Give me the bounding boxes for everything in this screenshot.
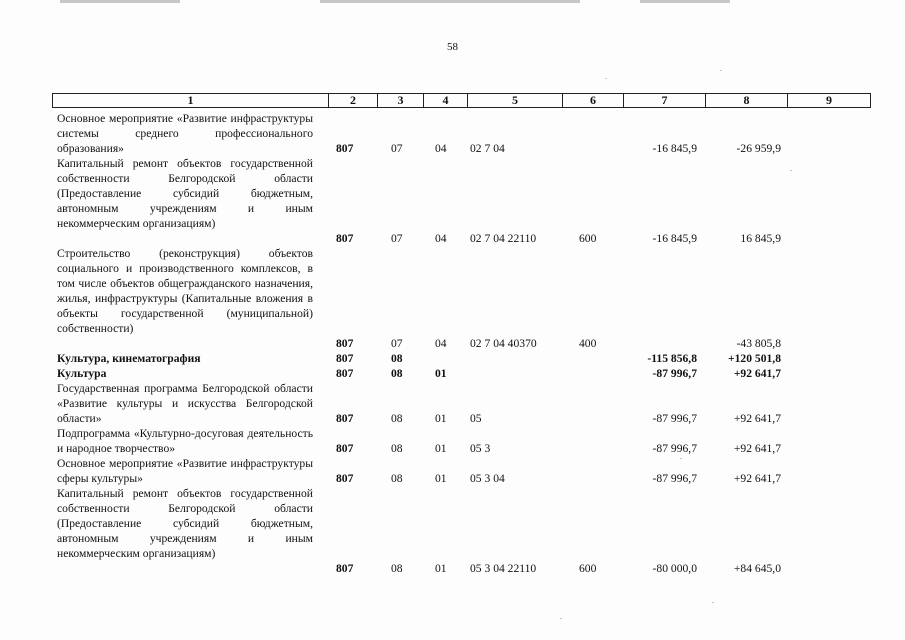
cell-amount-col8: +92 641,7 bbox=[733, 412, 781, 425]
cell-amount-col7: -87 996,7 bbox=[652, 367, 697, 380]
cell-target-code: 02 7 04 22110 bbox=[470, 232, 537, 245]
cell-amount-col8: +120 501,8 bbox=[728, 352, 781, 365]
row-description: Культура bbox=[57, 367, 107, 380]
cell-target-code: 02 7 04 bbox=[470, 142, 505, 155]
header-col-8: 8 bbox=[705, 94, 787, 107]
header-col-7: 7 bbox=[623, 94, 705, 107]
cell-admin-code: 807 bbox=[336, 232, 354, 245]
header-col-9: 9 bbox=[787, 94, 870, 107]
table-row bbox=[52, 426, 871, 456]
cell-admin-code: 807 bbox=[336, 562, 354, 575]
cell-amount-col7: -16 845,9 bbox=[652, 142, 697, 155]
cell-amount-col7: -87 996,7 bbox=[652, 472, 697, 485]
cell-section: 07 bbox=[391, 232, 403, 245]
table-header bbox=[52, 93, 871, 108]
cell-section: 08 bbox=[391, 442, 403, 455]
cell-subsection: 04 bbox=[435, 337, 447, 350]
cell-admin-code: 807 bbox=[336, 442, 354, 455]
scan-edge-right bbox=[640, 0, 730, 3]
cell-subsection: 01 bbox=[435, 442, 447, 455]
row-description: Государственная программа Белгородской области «Развитие культуры и искусства Белгородской области» bbox=[57, 382, 313, 425]
scan-speck bbox=[680, 458, 682, 459]
row-description: Основное мероприятие «Развитие инфраструктуры сферы культуры» bbox=[57, 457, 313, 485]
header-col-5: 5 bbox=[467, 94, 562, 107]
cell-amount-col8: +92 641,7 bbox=[733, 367, 781, 380]
cell-target-code: 02 7 04 40370 bbox=[470, 337, 537, 350]
cell-expense-type: 600 bbox=[579, 562, 597, 575]
cell-section: 07 bbox=[391, 337, 403, 350]
scan-edge-left bbox=[60, 0, 180, 3]
cell-target-code: 05 3 bbox=[470, 442, 491, 455]
cell-amount-col7: -80 000,0 bbox=[652, 562, 697, 575]
table-row bbox=[52, 381, 871, 426]
table-row bbox=[52, 246, 871, 351]
table-row bbox=[52, 156, 871, 246]
cell-section: 07 bbox=[391, 142, 403, 155]
header-col-6: 6 bbox=[562, 94, 623, 107]
cell-subsection: 04 bbox=[435, 142, 447, 155]
cell-admin-code: 807 bbox=[336, 142, 354, 155]
header-col-3: 3 bbox=[377, 94, 423, 107]
cell-amount-col8: +92 641,7 bbox=[733, 472, 781, 485]
cell-section: 08 bbox=[391, 562, 403, 575]
cell-admin-code: 807 bbox=[336, 352, 354, 365]
cell-subsection: 01 bbox=[435, 367, 447, 380]
row-description: Культура, кинематография bbox=[57, 352, 201, 365]
cell-expense-type: 600 bbox=[579, 232, 597, 245]
table-row bbox=[52, 456, 871, 486]
cell-target-code: 05 3 04 22110 bbox=[470, 562, 537, 575]
row-description: Основное мероприятие «Развитие инфраструктуры системы среднего профессионального образования» bbox=[57, 112, 313, 155]
row-description: Капитальный ремонт объектов государственной собственности Белгородской области (Предоставление субсидий бюджетным, автономным учреждениям и иным некоммерческим организациям) bbox=[57, 157, 313, 230]
cell-amount-col8: 16 845,9 bbox=[740, 232, 781, 245]
header-col-4: 4 bbox=[423, 94, 467, 107]
scan-speck bbox=[720, 70, 722, 71]
header-col-2: 2 bbox=[328, 94, 377, 107]
cell-subsection: 01 bbox=[435, 412, 447, 425]
cell-section: 08 bbox=[391, 412, 403, 425]
page-number: 58 bbox=[447, 41, 458, 53]
header-col-1: 1 bbox=[187, 93, 194, 107]
cell-subsection: 04 bbox=[435, 232, 447, 245]
cell-amount-col8: +92 641,7 bbox=[733, 442, 781, 455]
cell-section: 08 bbox=[391, 352, 403, 365]
cell-admin-code: 807 bbox=[336, 412, 354, 425]
scan-speck bbox=[560, 618, 562, 619]
cell-target-code: 05 3 04 bbox=[470, 472, 505, 485]
row-description: Строительство (реконструкция) объектов социального и производственного комплексов, в том числе объектов общегражданского назначения, жилья, инфраструктуры (Капитальные вложения в объекты государственной (муниципальной) собственности) bbox=[57, 247, 313, 335]
cell-amount-col8: +84 645,0 bbox=[733, 562, 781, 575]
cell-section: 08 bbox=[391, 367, 403, 380]
cell-amount-col7: -87 996,7 bbox=[652, 442, 697, 455]
scan-edge-center bbox=[320, 0, 580, 3]
cell-amount-col7: -87 996,7 bbox=[652, 412, 697, 425]
table-row bbox=[52, 111, 871, 156]
cell-amount-col7: -115 856,8 bbox=[647, 352, 697, 365]
cell-admin-code: 807 bbox=[336, 472, 354, 485]
table-row bbox=[52, 486, 871, 576]
scan-speck bbox=[605, 78, 607, 79]
cell-admin-code: 807 bbox=[336, 367, 354, 380]
row-description: Капитальный ремонт объектов государственной собственности Белгородской области (Предоставление субсидий бюджетным, автономным учреждениям и иным некоммерческим организациям) bbox=[57, 487, 313, 560]
scan-speck bbox=[712, 602, 714, 603]
cell-subsection: 01 bbox=[435, 562, 447, 575]
cell-expense-type: 400 bbox=[579, 337, 597, 350]
table-row bbox=[52, 366, 871, 381]
cell-amount-col8: -43 805,8 bbox=[736, 337, 781, 350]
row-description: Подпрограмма «Культурно-досуговая деятельность и народное творчество» bbox=[57, 427, 313, 455]
cell-target-code: 05 bbox=[470, 412, 482, 425]
cell-amount-col7: -16 845,9 bbox=[652, 232, 697, 245]
cell-admin-code: 807 bbox=[336, 337, 354, 350]
scan-speck bbox=[790, 170, 792, 171]
cell-section: 08 bbox=[391, 472, 403, 485]
cell-amount-col8: -26 959,9 bbox=[736, 142, 781, 155]
cell-subsection: 01 bbox=[435, 472, 447, 485]
table-row bbox=[52, 351, 871, 366]
